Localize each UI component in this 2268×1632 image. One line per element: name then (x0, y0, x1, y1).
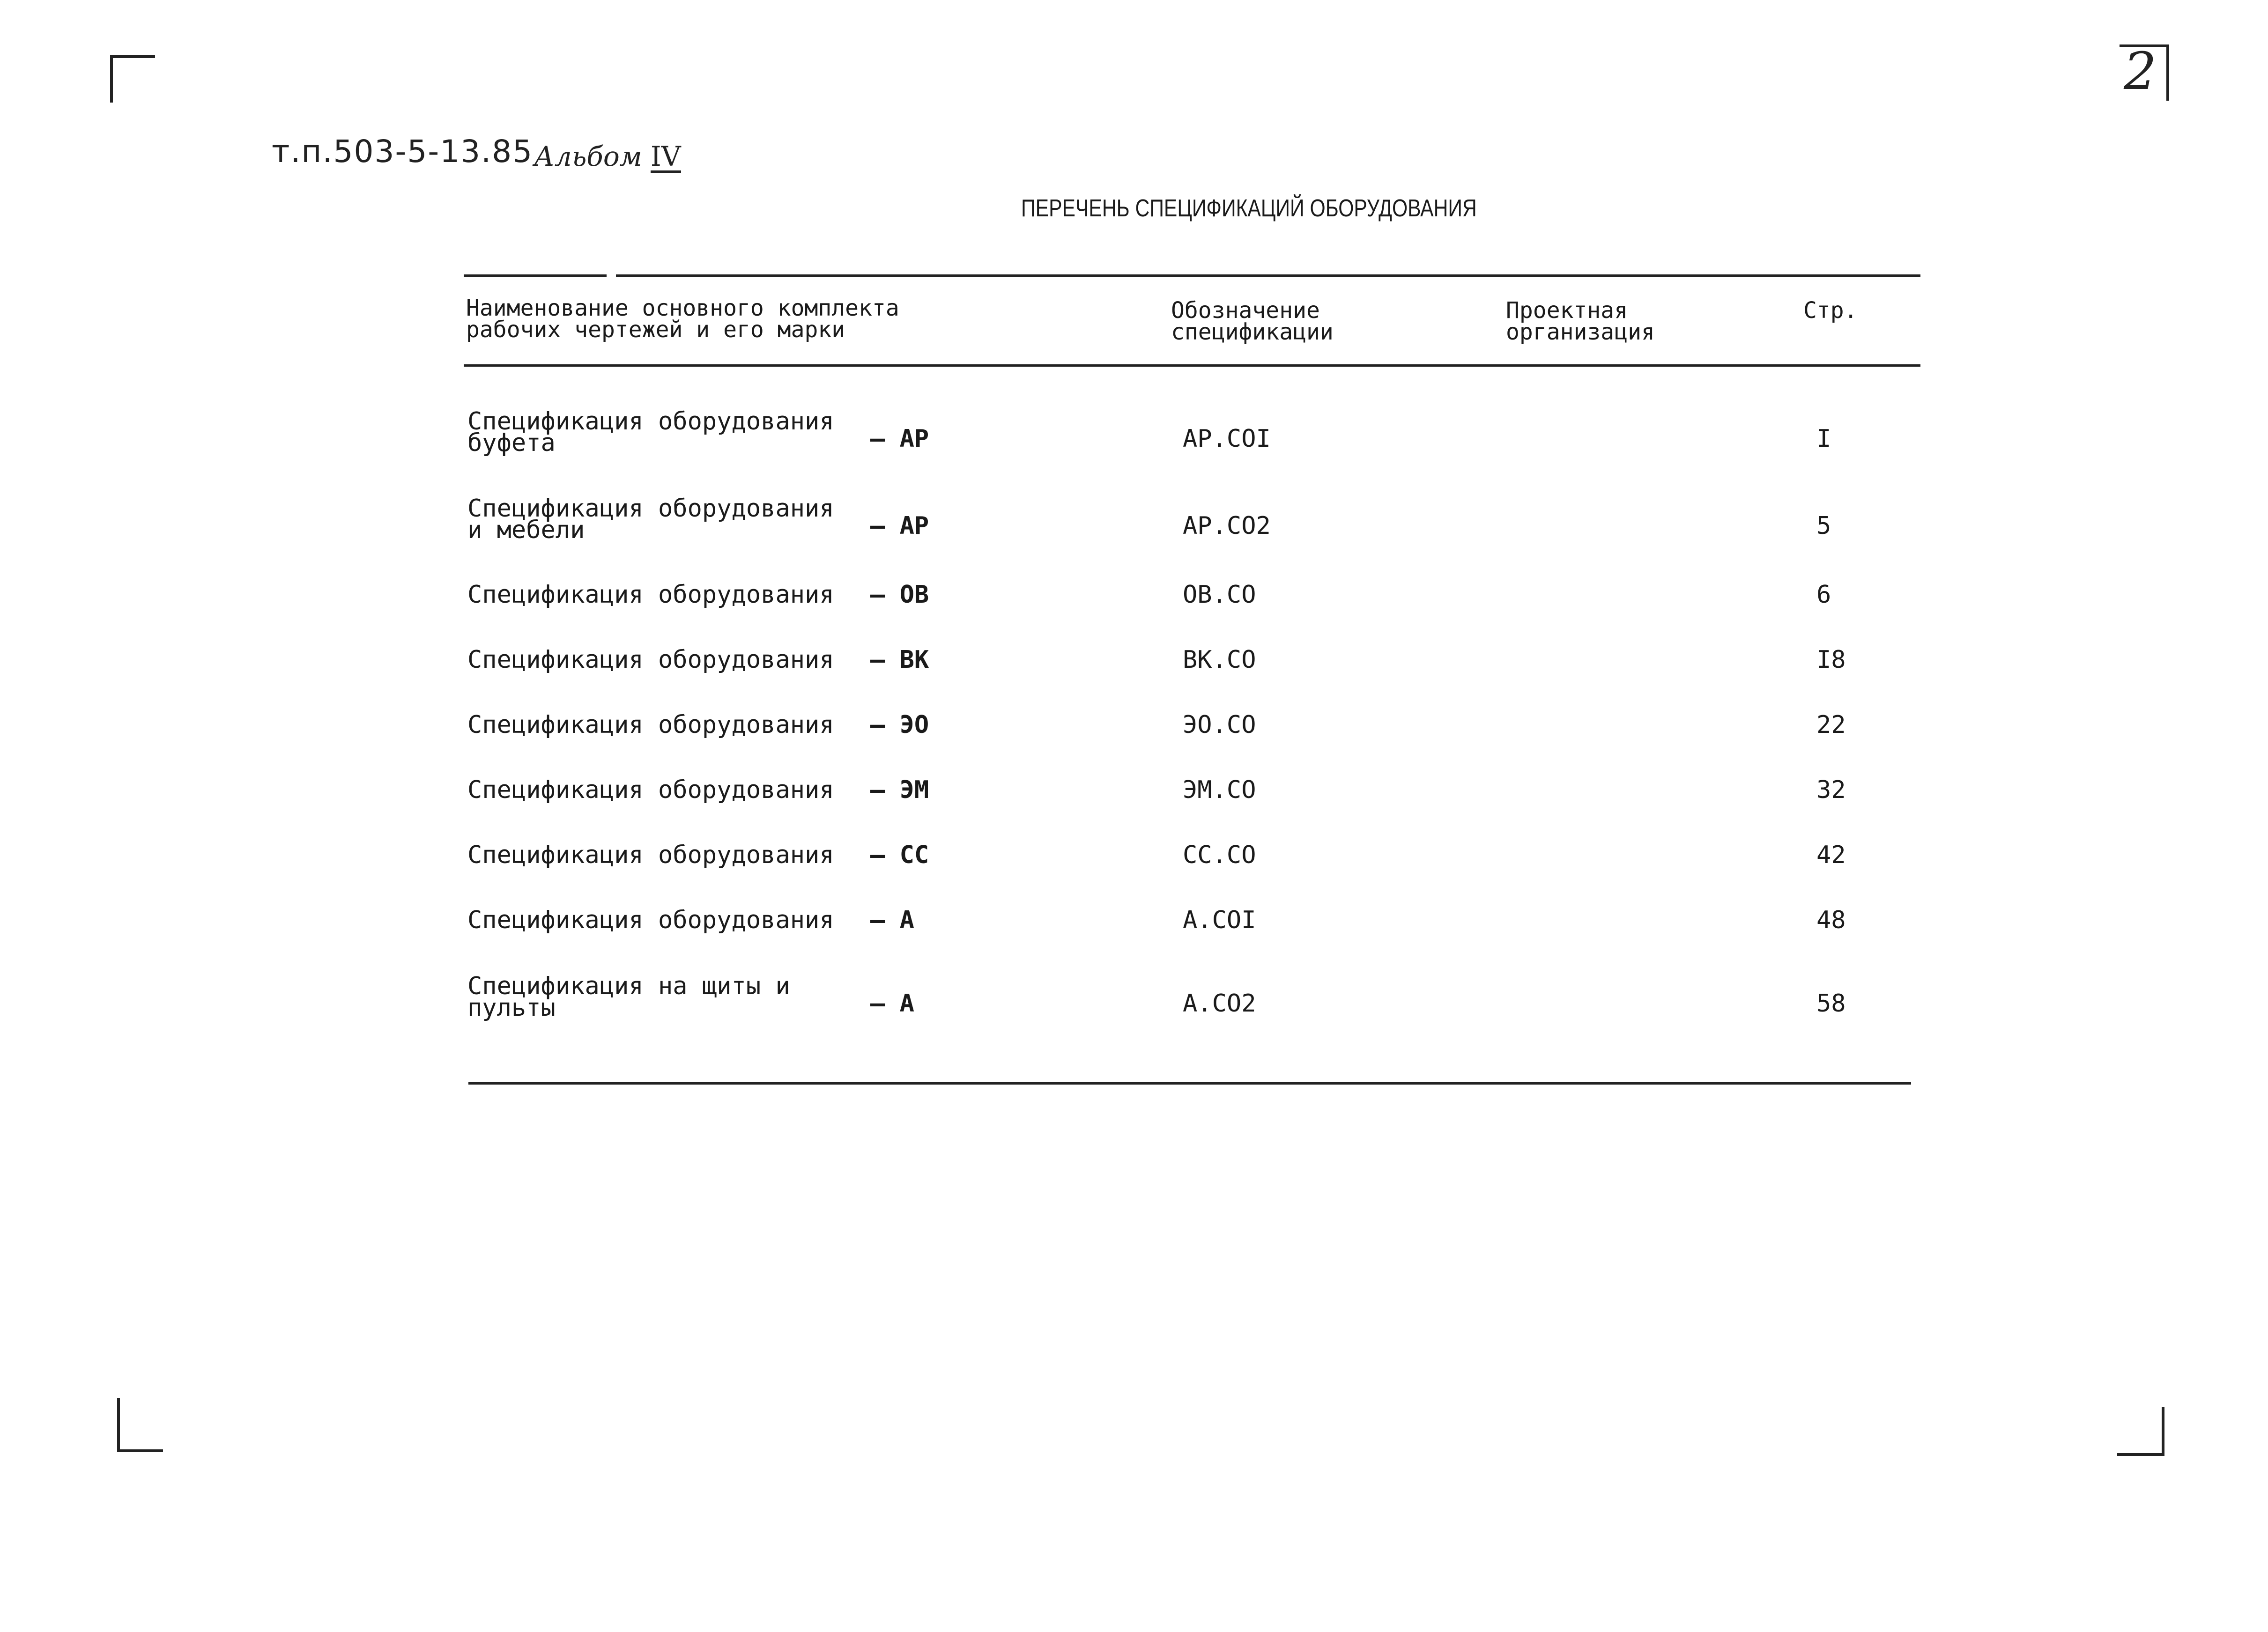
header-name-line1: Наименование основного комплекта (466, 295, 899, 321)
row-mark: – ЭМ (870, 776, 929, 804)
row-page: 6 (1816, 581, 1831, 609)
row-name (467, 841, 834, 869)
row-page: 32 (1816, 776, 1846, 804)
row-designation: СС.СО (1183, 841, 1256, 869)
row-page: 48 (1816, 906, 1846, 934)
row-name-line1: Спецификация оборудования (467, 495, 834, 523)
table-top-rule (616, 274, 1920, 277)
row-name-line1: Спецификация на щиты и (467, 972, 790, 1000)
page-title: ПЕРЕЧЕНЬ СПЕЦИФИКАЦИЙ ОБОРУДОВАНИЯ (1021, 195, 1477, 222)
table-row (0, 581, 2268, 640)
row-designation: ВК.СО (1183, 646, 1256, 674)
row-page: I8 (1816, 646, 1846, 674)
row-name-line1: Спецификация оборудования (467, 841, 834, 869)
row-name-line2: буфета (467, 429, 556, 457)
row-name-line1: Спецификация оборудования (467, 407, 834, 436)
row-page: 42 (1816, 841, 1846, 869)
row-name (467, 407, 834, 457)
header-designation (1171, 297, 1334, 345)
table-top-rule-left (464, 274, 607, 277)
header-page: Стр. (1803, 297, 1858, 324)
row-designation: ОВ.СО (1183, 581, 1256, 609)
table-row (0, 711, 2268, 770)
row-name (467, 972, 790, 1022)
row-page: I (1816, 425, 1831, 453)
header-organization-line2: организация (1506, 319, 1655, 345)
row-mark: – ВК (870, 646, 929, 674)
row-name-line1: Спецификация оборудования (467, 646, 834, 674)
row-name-line1: Спецификация оборудования (467, 906, 834, 934)
frame-corner-bottom-right (2117, 1407, 2164, 1456)
row-name (467, 776, 834, 804)
row-name (467, 581, 834, 609)
table-row (0, 906, 2268, 966)
row-mark: – АР (870, 425, 929, 453)
row-page: 22 (1816, 711, 1846, 739)
row-page: 5 (1816, 512, 1831, 540)
row-mark: – СС (870, 841, 929, 869)
row-designation: АР.СО2 (1183, 512, 1271, 540)
row-mark: – ОВ (870, 581, 929, 609)
row-name (467, 646, 834, 674)
table-row (0, 841, 2268, 901)
row-mark: – АР (870, 512, 929, 540)
row-name-line1: Спецификация оборудования (467, 776, 834, 804)
row-name-line1: Спецификация оборудования (467, 581, 834, 609)
row-designation: А.СО2 (1183, 990, 1256, 1018)
row-name-line2: пульты (467, 994, 556, 1022)
row-mark: – ЭО (870, 711, 929, 739)
row-name (467, 495, 834, 544)
header-name (466, 295, 899, 343)
row-name-line2: и мебели (467, 516, 585, 544)
table-row (0, 646, 2268, 705)
row-mark: – А (870, 906, 914, 934)
header-organization (1506, 297, 1655, 345)
header-organization-line1: Проектная (1506, 297, 1628, 324)
table-row (0, 776, 2268, 835)
frame-corner-bottom-left (117, 1398, 163, 1452)
row-name (467, 906, 834, 934)
row-designation: АР.СОI (1183, 425, 1271, 453)
frame-corner-top-left (110, 55, 155, 103)
row-designation: ЭМ.СО (1183, 776, 1256, 804)
album-number: IV (650, 140, 681, 172)
table-row (0, 408, 2268, 465)
row-name-line1: Спецификация оборудования (467, 711, 834, 739)
album-label-text: Альбом (534, 140, 642, 172)
header-designation-line2: спецификации (1171, 319, 1334, 345)
row-page: 58 (1816, 990, 1846, 1018)
table-header-rule (464, 364, 1920, 367)
header-designation-line1: Обозначение (1171, 297, 1320, 324)
page-number: 2 (2124, 41, 2157, 101)
table-bottom-rule (468, 1082, 1911, 1085)
table-row (0, 495, 2268, 552)
row-name (467, 711, 834, 739)
row-designation: А.СОI (1183, 906, 1256, 934)
album-code: т.п.503-5-13.85 (272, 133, 534, 170)
album-label (534, 140, 681, 173)
row-mark: – А (870, 990, 914, 1018)
row-designation: ЭО.СО (1183, 711, 1256, 739)
header-name-line2: рабочих чертежей и его марки (466, 317, 845, 343)
table-row (0, 973, 2268, 1029)
